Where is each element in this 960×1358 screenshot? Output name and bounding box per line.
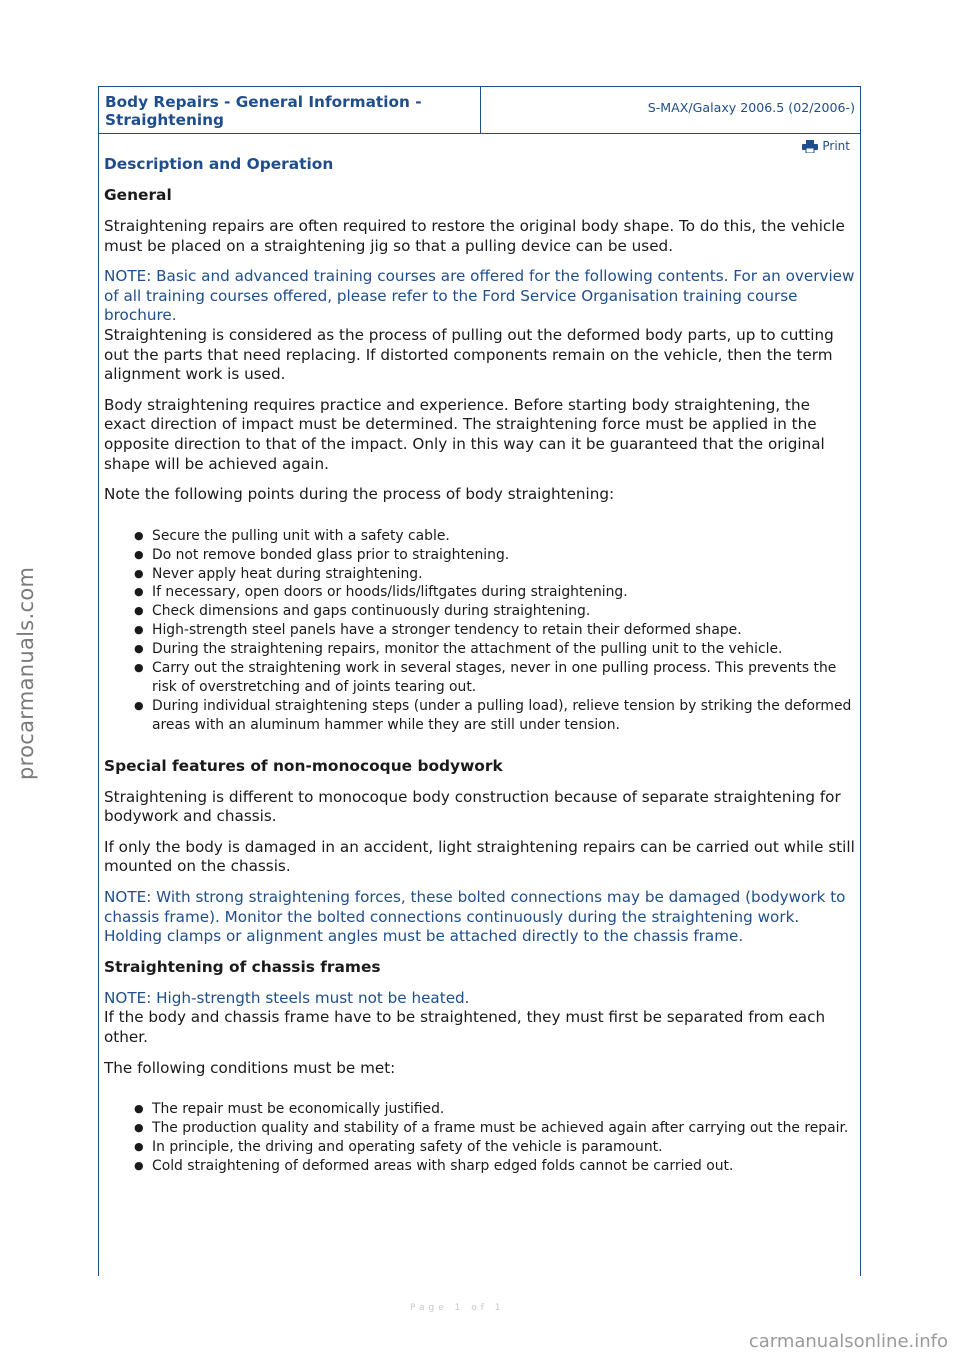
list-item: ● Check dimensions and gaps continuously during straightening. [132, 602, 855, 621]
list-item: ● Carry out the straightening work in several stages, never in one pulling process. This prevents the risk of overstretching and of joints tearing out. [132, 659, 855, 697]
print-button[interactable] [802, 139, 850, 153]
section-heading-description: Description and Operation [104, 155, 334, 173]
paragraph: Note the following points during the process of body straightening: [104, 485, 615, 504]
paragraph: The following conditions must be met: [104, 1058, 396, 1077]
section-heading-general: General [104, 186, 172, 204]
list-item: ● During the straightening repairs, monitor the attachment of the pulling unit to the vehicle. [132, 640, 855, 659]
print-row [99, 134, 860, 155]
document-body [99, 155, 860, 1176]
straightening-points-list [132, 527, 855, 735]
section-heading-special-features: Special features of non-monocoque bodywork [104, 756, 503, 775]
print-label: Print [822, 139, 850, 153]
note-bolted-connections: NOTE: With strong straightening forces, these bolted connections may be damaged (bodywork to chassis frame). Monitor the bolted connections continuously during the straightening work. Holding clamps or alignment angles must be attached directly to the chassis frame. [104, 888, 846, 946]
list-item: ● Cold straightening of deformed areas with sharp edged folds cannot be carried out. [132, 1157, 855, 1176]
list-item: ● During individual straightening steps (under a pulling load), relieve tension by striking the deformed areas with an aluminum hammer while they are still under tension. [132, 697, 855, 735]
note-training: NOTE: Basic and advanced training courses are offered for the following contents. For an overview of all training courses offered, please refer to the Ford Service Organisation training course brochure. [104, 267, 855, 325]
document-frame [98, 86, 861, 1276]
list-item: ● The production quality and stability of a frame must be achieved again after carrying out the repair. [132, 1119, 855, 1138]
page-number: Page 1 of 1 [410, 1303, 505, 1313]
paragraph: If only the body is damaged in an accident, light straightening repairs can be carried out while still mounted on the chassis. [104, 837, 855, 876]
printer-icon [802, 140, 818, 153]
list-item: ● Secure the pulling unit with a safety cable. [132, 527, 855, 546]
section-heading-chassis-frames: Straightening of chassis frames [104, 957, 381, 976]
paragraph: Straightening repairs are often required to restore the original body shape. To do this, the vehicle must be placed on a straightening jig so that a pulling device can be used. [104, 217, 845, 255]
list-item: ● High-strength steel panels have a stronger tendency to retain their deformed shape. [132, 621, 855, 640]
conditions-list [132, 1100, 855, 1176]
document-header [99, 87, 860, 134]
list-item: ● Never apply heat during straightening. [132, 565, 855, 584]
paragraph: Straightening is considered as the process of pulling out the deformed body parts, up to cutting out the parts that need replacing. If distorted components remain on the vehicle, then the term alignment work is used. [104, 325, 834, 384]
paragraph: Body straightening requires practice and experience. Before starting body straightening, the exact direction of impact must be determined. The straightening force must be applied in the opposite direction to that of the impact. Only in this way can it be guaranteed that the original shape will be achieved again. [104, 395, 825, 473]
side-watermark: procarmanuals.com [14, 566, 38, 780]
vehicle-model: S-MAX/Galaxy 2006.5 (02/2006-) [647, 100, 855, 115]
paragraph: If the body and chassis frame have to be straightened, they must first be separated from each other. [104, 1008, 826, 1047]
list-item: ● In principle, the driving and operating safety of the vehicle is paramount. [132, 1138, 855, 1157]
note-high-strength-steel: NOTE: High-strength steels must not be heated. [104, 988, 470, 1007]
footer-watermark: carmanualsonline.info [748, 1331, 948, 1352]
list-item: ● The repair must be economically justified. [132, 1100, 855, 1119]
list-item: ● If necessary, open doors or hoods/lids/liftgates during straightening. [132, 583, 855, 602]
list-item: ● Do not remove bonded glass prior to straightening. [132, 546, 855, 565]
paragraph: Straightening is different to monocoque body construction because of separate straightening for bodywork and chassis. [104, 787, 841, 826]
page-title: Body Repairs - General Information - Straightening [99, 87, 481, 133]
